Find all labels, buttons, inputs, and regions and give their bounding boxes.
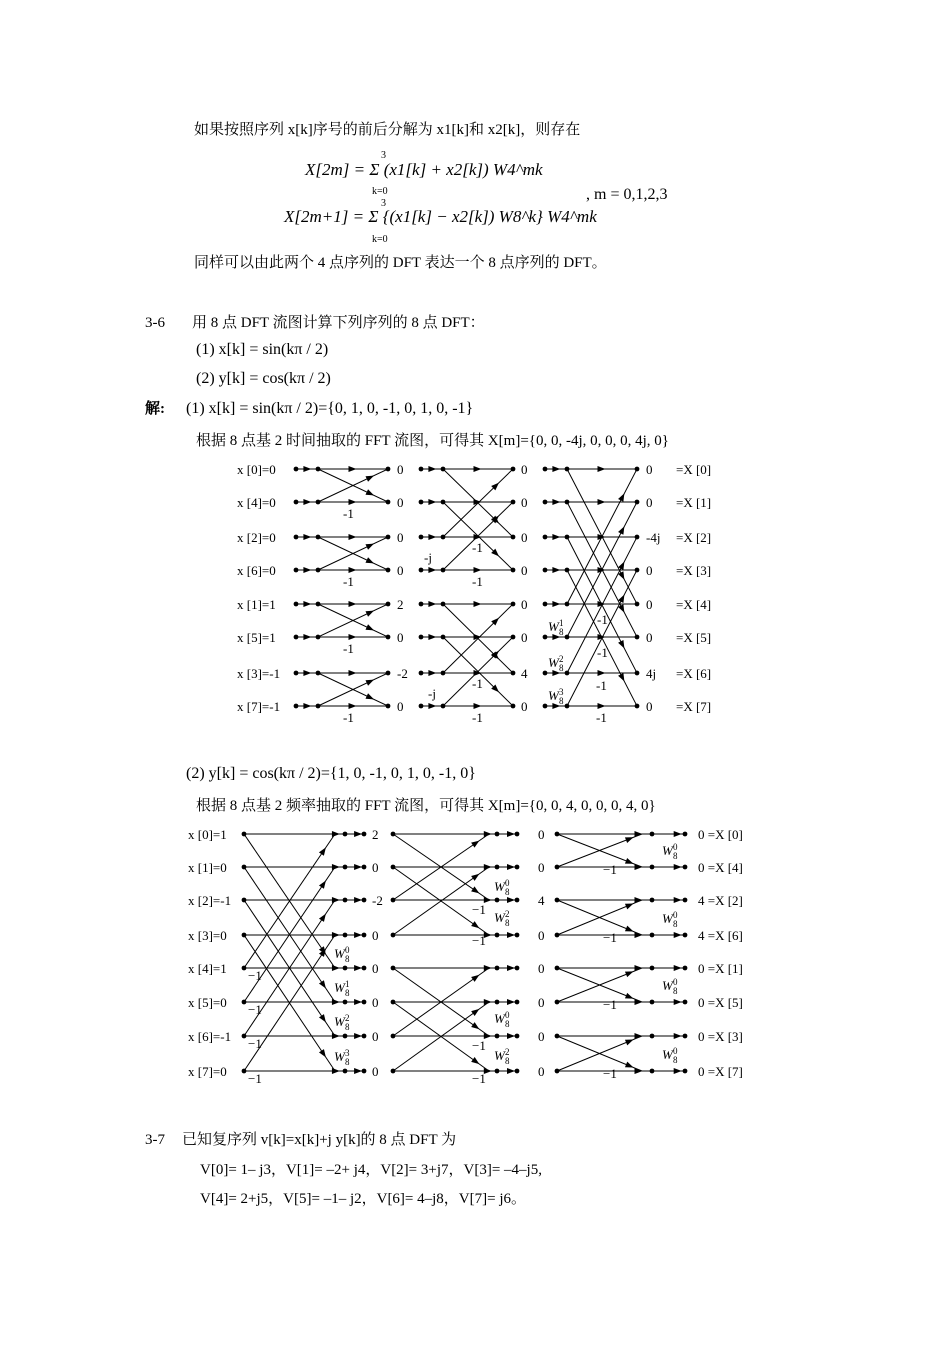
sum-upper-limit: 3 — [381, 150, 386, 161]
solution-part-2: (2) y[k] = cos(kπ / 2)={1, 0, -1, 0, 1, 0, -1, 0} — [186, 765, 476, 782]
arrow-head — [625, 858, 634, 864]
dit-output-value: 0 — [646, 597, 653, 612]
dit-output-label: =X [4] — [676, 597, 712, 612]
dif-twiddle-s1-sub: 8 — [345, 954, 350, 964]
dif-input-label: x [7]=0 — [188, 1064, 227, 1079]
dif-twiddle-s2: W — [494, 910, 505, 925]
dif-output-label: 4 =X [6] — [698, 928, 743, 943]
dif-twiddle-s3: W — [662, 1047, 673, 1062]
arrow-head — [484, 831, 492, 837]
dif-twiddle-s2-sub: 8 — [505, 918, 510, 928]
arrow-head — [354, 864, 362, 870]
dif-output-label: 0 =X [3] — [698, 1029, 743, 1044]
arrow-head — [471, 921, 479, 928]
dif-twiddle-s3: W — [662, 911, 673, 926]
arrow-head — [674, 999, 682, 1005]
dif-minus-one: −1 — [472, 902, 486, 917]
dit-twiddle-sub: 8 — [559, 627, 564, 637]
dif-output-label: 0 =X [0] — [698, 827, 743, 842]
dif-minus-one: −1 — [248, 1036, 262, 1051]
dif-minus-one: −1 — [248, 1002, 262, 1017]
dit-minus-one: -1 — [472, 676, 483, 691]
equation-1: X[2m] = Σ (x1[k] + x2[k]) W4^mk — [305, 160, 543, 179]
dif-minus-one: −1 — [472, 1038, 486, 1053]
problem-37-line-1: V[0]= 1– j3，V[1]= –2+ j4，V[2]= 3+j7，V[3]= –4–j5, — [200, 1162, 542, 1178]
sum-lower-limit: k=0 — [372, 186, 388, 197]
dit-minus-one: -1 — [472, 540, 483, 555]
dif-twiddle-s1-sup: 3 — [345, 1048, 350, 1058]
arrow-head — [625, 1040, 634, 1046]
dif-input-label: x [1]=0 — [188, 860, 227, 875]
dit-minus-one: -1 — [343, 506, 354, 521]
solution-part-1: (1) x[k] = sin(kπ / 2)={0, 1, 0, -1, 0, 1, 0, -1} — [186, 400, 474, 417]
arrow-head — [471, 975, 479, 982]
dit-input-label: x [2]=0 — [237, 530, 276, 545]
dit-output-label: =X [3] — [676, 563, 712, 578]
dif-twiddle-s3: W — [662, 843, 673, 858]
sum-lower-limit-2: k=0 — [372, 234, 388, 245]
dif-output-label: 0 =X [7] — [698, 1064, 743, 1079]
dif-twiddle-s2: W — [494, 1011, 505, 1026]
dit-output-value: -4j — [646, 530, 661, 545]
dit-minus-one: -1 — [597, 612, 608, 627]
dit-stage2-value: 0 — [521, 462, 528, 477]
arrow-head — [507, 1068, 515, 1074]
arrow-head — [354, 831, 362, 837]
dif-twiddle-s2-sup: 2 — [505, 909, 510, 919]
dit-input-label: x [3]=-1 — [237, 666, 281, 681]
dit-minus-one: -1 — [596, 678, 607, 693]
dif-stage1-value: -2 — [372, 893, 383, 908]
dit-output-value: 0 — [646, 563, 653, 578]
dif-twiddle-s1: W — [334, 946, 345, 961]
dif-stage2-value: 0 — [538, 995, 545, 1010]
dif-twiddle-s3: W — [662, 978, 673, 993]
dif-twiddle-s2: W — [494, 879, 505, 894]
dit-input-label: x [4]=0 — [237, 495, 276, 510]
dit-minus-one: -1 — [343, 574, 354, 589]
dif-stage2-value: 0 — [538, 928, 545, 943]
dif-input-label: x [3]=0 — [188, 928, 227, 943]
problem-37-line-2: V[4]= 2+j5，V[5]= –1– j2，V[6]= 4–j8，V[7]= j6。 — [200, 1191, 527, 1207]
arrow-head — [471, 886, 479, 893]
sum-upper-limit-2: 3 — [381, 198, 386, 209]
dif-input-label: x [5]=0 — [188, 995, 227, 1010]
dif-minus-one: −1 — [248, 1071, 262, 1086]
arrow-head — [354, 897, 362, 903]
solution-label: 解: — [145, 401, 165, 417]
arrow-head — [484, 999, 492, 1005]
dif-stage2-value: 4 — [538, 893, 545, 908]
dif-twiddle-s1: W — [334, 1014, 345, 1029]
dif-output-label: 0 =X [1] — [698, 961, 743, 976]
dif-minus-one: −1 — [603, 997, 617, 1012]
dif-twiddle-s2: W — [494, 1048, 505, 1063]
arrow-head — [507, 1033, 515, 1039]
arrow-head — [625, 993, 634, 999]
dif-twiddle-s2-sup: 0 — [505, 1010, 510, 1020]
problem-37-number: 3-7 — [145, 1132, 165, 1148]
arrow-head — [354, 1033, 362, 1039]
dif-twiddle-s2-sub: 8 — [505, 1019, 510, 1029]
dif-twiddle-s3-sub: 8 — [673, 851, 678, 861]
arrow-head — [484, 965, 492, 971]
dif-twiddle-s2-sub: 8 — [505, 887, 510, 897]
dit-minus-one: -1 — [472, 710, 483, 725]
arrow-head — [319, 1014, 326, 1022]
dif-twiddle-s1-sup: 1 — [345, 979, 350, 989]
dif-output-label: 4 =X [2] — [698, 893, 743, 908]
arrow-head — [507, 864, 515, 870]
dif-minus-one: −1 — [472, 1071, 486, 1086]
dif-output-label: 0 =X [5] — [698, 995, 743, 1010]
arrow-head — [674, 932, 682, 938]
arrow-head — [674, 1033, 682, 1039]
dit-stage1-value: 0 — [397, 699, 404, 714]
dif-twiddle-s3-sub: 8 — [673, 919, 678, 929]
dit-twiddle: W — [548, 688, 559, 703]
dif-minus-one: −1 — [603, 862, 617, 877]
dif-twiddle-s1: W — [334, 1049, 345, 1064]
dit-minus-j: -j — [428, 686, 436, 701]
dif-stage2-value: 0 — [538, 827, 545, 842]
arrow-head — [507, 932, 515, 938]
arrow-head — [507, 831, 515, 837]
dit-minus-j: -j — [424, 550, 432, 565]
dif-stage2-value: 0 — [538, 1029, 545, 1044]
dif-twiddle-s3-sup: 0 — [673, 977, 678, 987]
dit-minus-one: -1 — [597, 645, 608, 660]
equation-2: X[2m+1] = Σ {(x1[k] − x2[k]) W8^k} W4^mk — [284, 207, 597, 226]
dit-stage1-value: -2 — [397, 666, 408, 681]
dit-minus-one: -1 — [596, 710, 607, 725]
dif-twiddle-s3-sub: 8 — [673, 1055, 678, 1065]
arrow-head — [354, 932, 362, 938]
dit-twiddle-sub: 8 — [559, 696, 564, 706]
dit-stage2-value: 0 — [521, 630, 528, 645]
dif-twiddle-s2-sup: 0 — [505, 878, 510, 888]
arrow-head — [625, 1062, 634, 1068]
dit-input-label: x [0]=0 — [237, 462, 276, 477]
arrow-head — [471, 1009, 479, 1016]
dit-stage1-value: 0 — [397, 563, 404, 578]
dit-twiddle: W — [548, 619, 559, 634]
equation-range: , m = 0,1,2,3 — [586, 186, 668, 203]
arrow-head — [471, 874, 479, 881]
dif-stage1-value: 0 — [372, 928, 379, 943]
arrow-head — [625, 904, 634, 910]
dif-stage1-value: 0 — [372, 1064, 379, 1079]
dif-twiddle-s3-sub: 8 — [673, 986, 678, 996]
arrow-head — [354, 965, 362, 971]
dit-output-value: 0 — [646, 495, 653, 510]
arrow-head — [471, 841, 479, 848]
dif-stage1-value: 0 — [372, 860, 379, 875]
dif-twiddle-s2-sub: 8 — [505, 1056, 510, 1066]
dit-output-label: =X [6] — [676, 666, 712, 681]
arrow-head — [319, 914, 326, 922]
dif-stage1-value: 0 — [372, 1029, 379, 1044]
dit-twiddle-sup: 1 — [559, 618, 564, 628]
dit-stage1-value: 0 — [397, 530, 404, 545]
arrow-head — [319, 980, 326, 988]
intro-conclusion: 同样可以由此两个 4 点序列的 DFT 表达一个 8 点序列的 DFT。 — [194, 255, 607, 271]
dif-stage1-value: 0 — [372, 995, 379, 1010]
dif-twiddle-s3-sup: 0 — [673, 842, 678, 852]
arrow-head — [625, 926, 634, 932]
arrow-head — [471, 1022, 479, 1029]
arrow-head — [674, 965, 682, 971]
dit-output-label: =X [2] — [676, 530, 712, 545]
arrow-head — [625, 971, 634, 977]
dit-stage1-value: 0 — [397, 462, 404, 477]
dif-minus-one: −1 — [472, 933, 486, 948]
dit-stage1-value: 0 — [397, 495, 404, 510]
arrow-head — [471, 1057, 479, 1064]
dif-stage2-value: 0 — [538, 860, 545, 875]
dit-stage2-value: 4 — [521, 666, 528, 681]
dit-input-label: x [7]=-1 — [237, 699, 281, 714]
problem-37-text: 已知复序列 v[k]=x[k]+j y[k]的 8 点 DFT 为 — [182, 1132, 457, 1148]
problem-item-2: (2) y[k] = cos(kπ / 2) — [196, 370, 331, 387]
dit-stage2-value: 0 — [521, 563, 528, 578]
dit-output-value: 0 — [646, 462, 653, 477]
arrow-head — [674, 1068, 682, 1074]
dif-minus-one: −1 — [603, 930, 617, 945]
dif-twiddle-s3-sup: 0 — [673, 1046, 678, 1056]
dit-stage1-value: 0 — [397, 630, 404, 645]
dif-minus-one: −1 — [248, 968, 262, 983]
dit-twiddle-sup: 3 — [559, 687, 564, 697]
dif-twiddle-s1: W — [334, 980, 345, 995]
solution-part-2-text: 根据 8 点基 2 频率抽取的 FFT 流图，可得其 X[m]={0, 0, 4, 0, 0, 0, 4, 0} — [196, 798, 656, 814]
dit-minus-one: -1 — [343, 641, 354, 656]
dit-stage2-value: 0 — [521, 530, 528, 545]
problem-item-1: (1) x[k] = sin(kπ / 2) — [196, 341, 329, 358]
arrow-head — [674, 831, 682, 837]
arrow-head — [625, 837, 634, 843]
dit-input-label: x [5]=1 — [237, 630, 276, 645]
dit-stage2-value: 0 — [521, 699, 528, 714]
arrow-head — [319, 1049, 326, 1057]
dit-twiddle-sup: 2 — [559, 654, 564, 664]
dit-twiddle: W — [548, 655, 559, 670]
problem-text: 用 8 点 DFT 流图计算下列序列的 8 点 DFT： — [192, 315, 485, 331]
arrow-head — [507, 897, 515, 903]
arrow-head — [319, 847, 326, 855]
arrow-head — [484, 864, 492, 870]
dit-output-label: =X [5] — [676, 630, 712, 645]
dif-twiddle-s1-sup: 2 — [345, 1013, 350, 1023]
dif-input-label: x [0]=1 — [188, 827, 227, 842]
dif-twiddle-s1-sub: 8 — [345, 988, 350, 998]
dit-input-label: x [1]=1 — [237, 597, 276, 612]
dit-stage1-value: 2 — [397, 597, 404, 612]
arrow-head — [674, 897, 682, 903]
dif-input-label: x [4]=1 — [188, 961, 227, 976]
arrow-head — [354, 1068, 362, 1074]
dit-output-value: 0 — [646, 699, 653, 714]
dit-minus-one: -1 — [472, 574, 483, 589]
dif-input-label: x [2]=-1 — [188, 893, 232, 908]
dif-stage2-value: 0 — [538, 961, 545, 976]
dif-stage1-value: 0 — [372, 961, 379, 976]
dit-twiddle-sub: 8 — [559, 663, 564, 673]
dit-output-value: 4j — [646, 666, 657, 681]
dif-twiddle-s3-sup: 0 — [673, 910, 678, 920]
dit-input-label: x [6]=0 — [237, 563, 276, 578]
solution-part-1-text: 根据 8 点基 2 时间抽取的 FFT 流图，可得其 X[m]={0, 0, -4j, 0, 0, 0, 4j, 0} — [196, 433, 670, 449]
problem-number: 3-6 — [145, 315, 165, 331]
arrow-head — [319, 881, 326, 889]
dit-output-label: =X [1] — [676, 495, 712, 510]
intro-line: 如果按照序列 x[k]序号的前后分解为 x1[k]和 x2[k]，则存在 — [194, 122, 581, 138]
dif-twiddle-s2-sup: 2 — [505, 1047, 510, 1057]
dif-stage2-value: 0 — [538, 1064, 545, 1079]
arrow-head — [507, 965, 515, 971]
dif-output-label: 0 =X [4] — [698, 860, 743, 875]
dif-minus-one: −1 — [603, 1066, 617, 1081]
dif-twiddle-s1-sub: 8 — [345, 1022, 350, 1032]
arrow-head — [354, 999, 362, 1005]
dit-stage2-value: 0 — [521, 597, 528, 612]
dit-stage2-value: 0 — [521, 495, 528, 510]
dit-minus-one: -1 — [343, 710, 354, 725]
dit-output-label: =X [7] — [676, 699, 712, 714]
dit-output-value: 0 — [646, 630, 653, 645]
arrow-head — [507, 999, 515, 1005]
dif-stage1-value: 2 — [372, 827, 379, 842]
arrow-head — [674, 864, 682, 870]
dif-twiddle-s1-sub: 8 — [345, 1057, 350, 1067]
dit-output-label: =X [0] — [676, 462, 712, 477]
dif-input-label: x [6]=-1 — [188, 1029, 232, 1044]
dif-twiddle-s1-sup: 0 — [345, 945, 350, 955]
